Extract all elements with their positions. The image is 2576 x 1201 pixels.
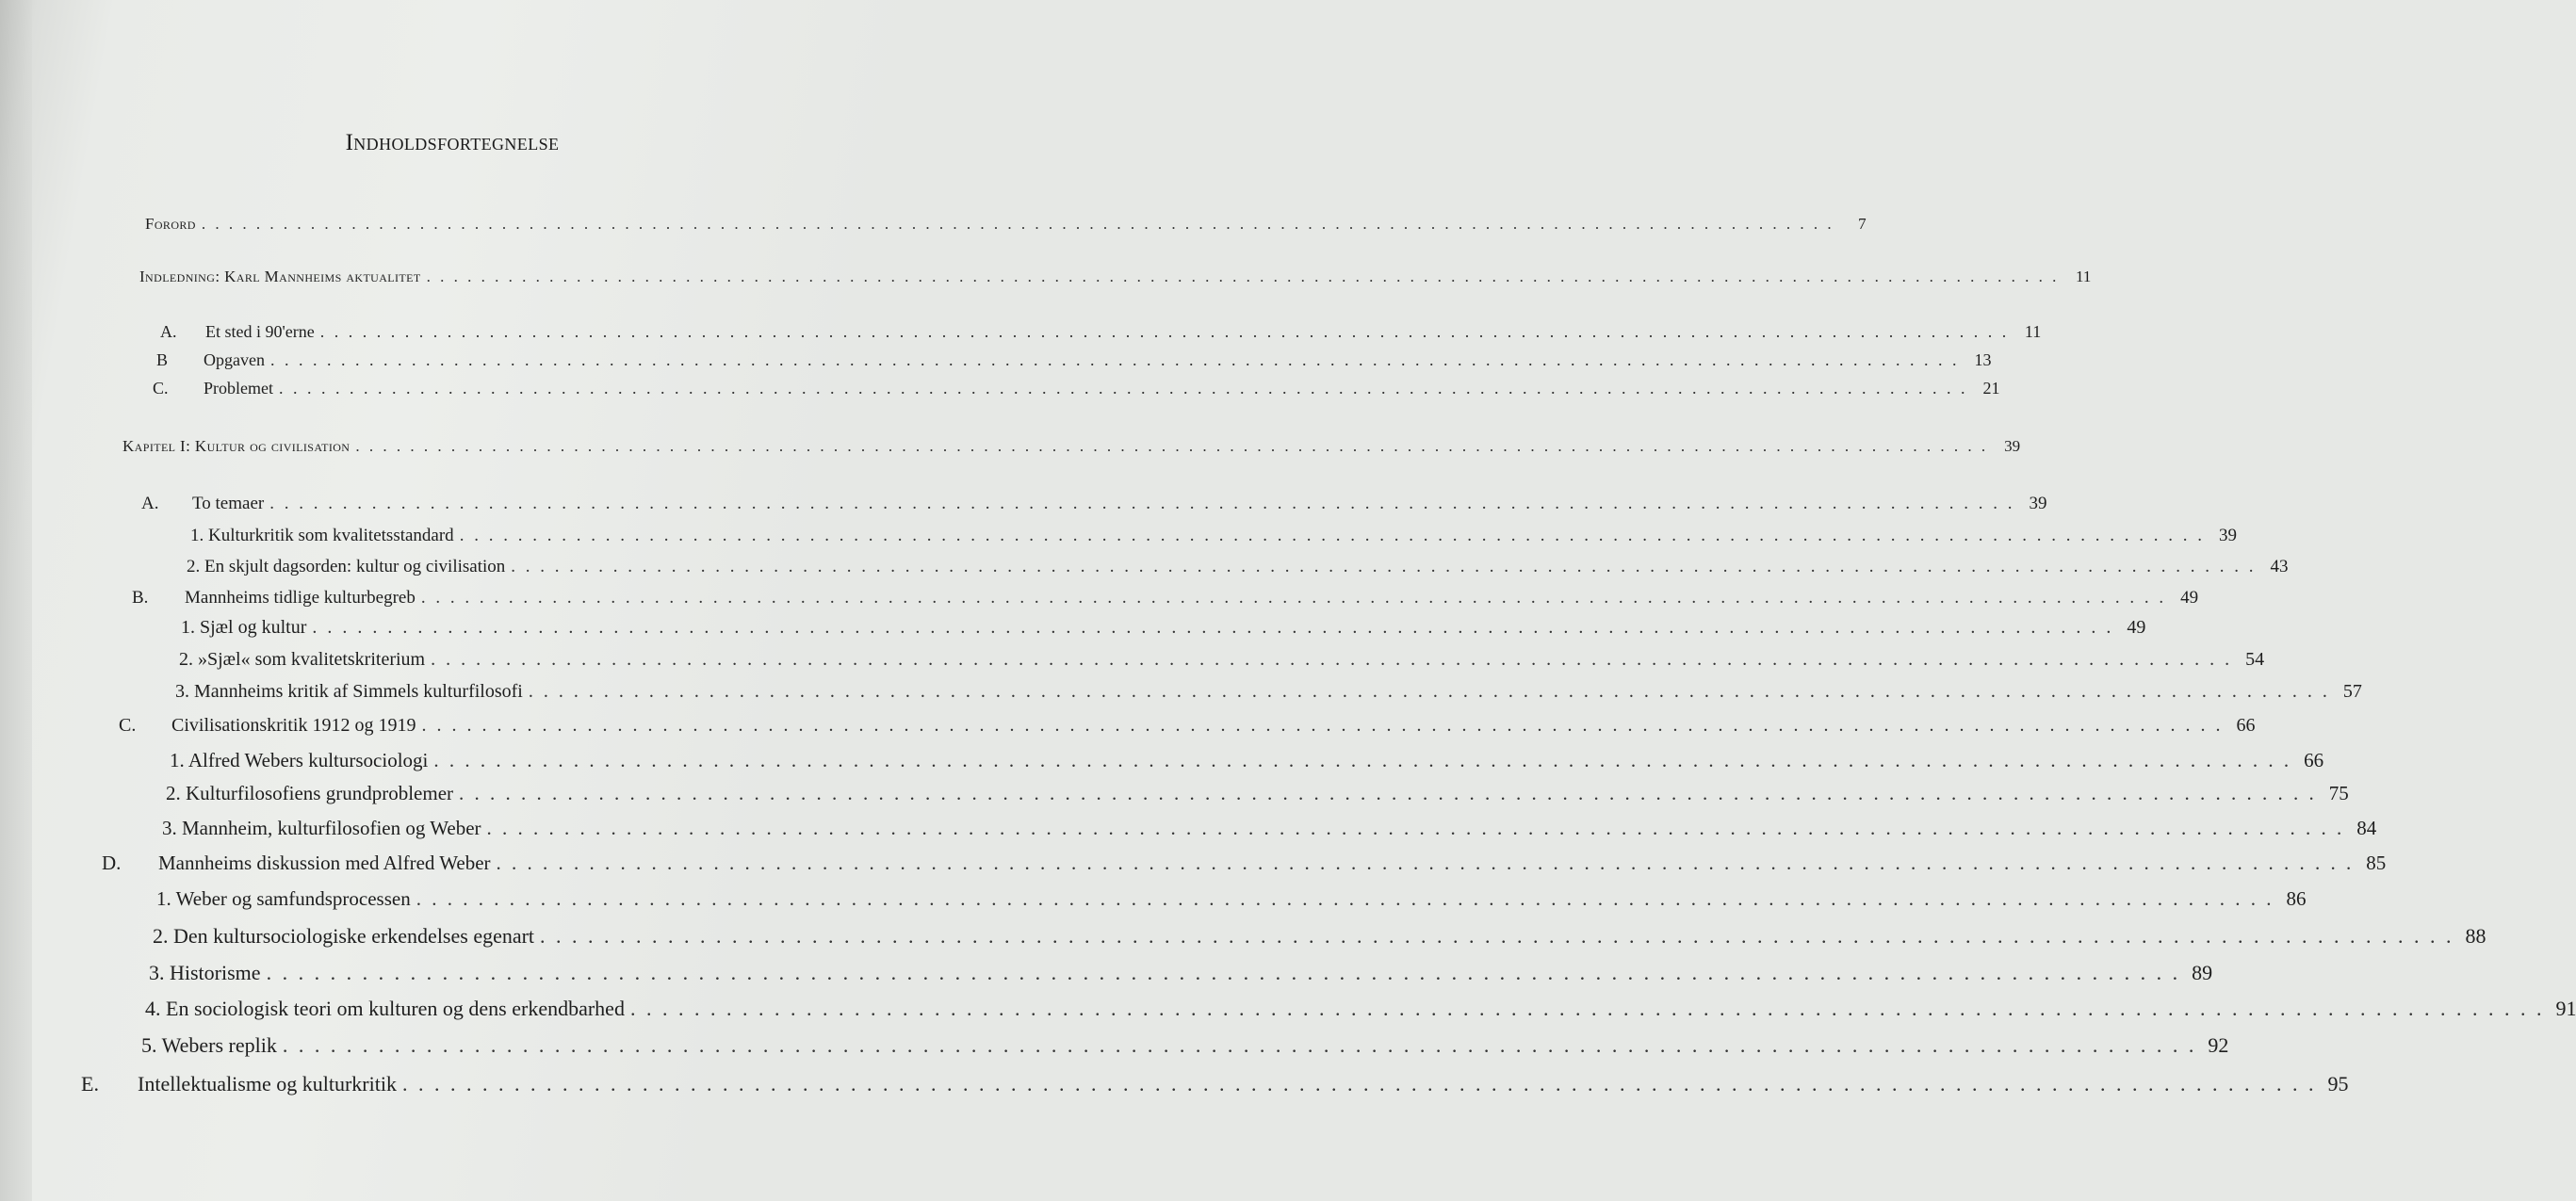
dot-leader: . . . . . . . . . . . . . . . . . . . . . . . . . . . . . . . . . . . . . . . . . . . . . . . . . . . . . . . . . . . . . . . . . . . . . . . . . . . . . . . . . . . . . . . . . . . . . . . . . . . . . . . . . . . . . . . . . . . . . . . .: [629, 997, 2545, 1020]
toc-page-number: 39: [2004, 437, 2021, 455]
dot-leader: . . . . . . . . . . . . . . . . . . . . . . . . . . . . . . . . . . . . . . . . . . . . . . . . . . . . . . . . . . . . . . . . . . . . . . . . . . . . . . . . . . . . . . . . . . . . . . . . . . . . . . . . . . . . . . . . . . . . . . . .: [511, 557, 2257, 576]
toc-page-number: 13: [1974, 350, 1992, 369]
toc-entry-title: 2. »Sjæl« som kvalitetskriterium: [179, 649, 426, 670]
toc-page-number: 86: [2286, 887, 2307, 910]
toc-page-number: 54: [2245, 649, 2265, 670]
toc-entry-title: 1. Alfred Webers kultursociologi: [170, 749, 429, 771]
toc-entry-label: [175, 681, 523, 703]
toc-entry: [141, 1033, 2229, 1058]
toc-entry-title: 2. En skjult dagsorden: kultur og civilisation: [187, 557, 506, 576]
dot-leader: . . . . . . . . . . . . . . . . . . . . . . . . . . . . . . . . . . . . . . . . . . . . . . . . . . . . . . . . . . . . . . . . . . . . . . . . . . . . . . . . . . . . . . . . . . . . . . . . . . . . . . . . . . . . . . . . . . . . . . . .: [279, 379, 1968, 398]
toc-entry-label: [170, 749, 428, 772]
toc-section-letter: E.: [81, 1072, 99, 1096]
dot-leader: . . . . . . . . . . . . . . . . . . . . . . . . . . . . . . . . . . . . . . . . . . . . . . . . . . . . . . . . . . . . . . . . . . . . . . . . . . . . . . . . . . . . . . . . . . . . . . . . . . . . . . . . . . . . . . . . . . . . . . . .: [540, 924, 2454, 948]
toc-entry-label: [156, 887, 411, 911]
toc-entry: [156, 887, 2307, 911]
toc-entry-title: To temaer: [192, 494, 265, 513]
toc-entry-title: Et sted i 90'erne: [205, 322, 315, 341]
toc-entry-title: Kapitel I: Kultur og civilisation: [122, 437, 351, 455]
toc-entry-title: Civilisationskritik 1912 og 1919: [171, 715, 416, 736]
toc-page-number: 91: [2555, 997, 2576, 1020]
toc-entry-title: 3. Historisme: [149, 961, 261, 984]
dot-leader: . . . . . . . . . . . . . . . . . . . . . . . . . . . . . . . . . . . . . . . . . . . . . . . . . . . . . . . . . . . . . . . . . . . . . . . . . . . . . . . . . . . . . . . . . . . . . . . . . . . . . . . . . . . . . . . . . . . . . . . .: [201, 215, 1834, 233]
dot-leader: . . . . . . . . . . . . . . . . . . . . . . . . . . . . . . . . . . . . . . . . . . . . . . . . . . . . . . . . . . . . . . . . . . . . . . . . . . . . . . . . . . . . . . . . . . . . . . . . . . . . . . . . . . . . . . . . . . . . . . . .: [269, 350, 1960, 369]
toc-entry: [181, 617, 2146, 639]
toc-page-number: 89: [2192, 961, 2213, 984]
dot-leader: . . . . . . . . . . . . . . . . . . . . . . . . . . . . . . . . . . . . . . . . . . . . . . . . . . . . . . . . . . . . . . . . . . . . . . . . . . . . . . . . . . . . . . . . . . . . . . . . . . . . . . . . . . . . . . . . . . . . . . . .: [459, 526, 2205, 545]
toc-entry: [149, 961, 2213, 985]
toc-entry-label: [141, 494, 264, 514]
toc-entry: [170, 749, 2324, 772]
toc-section-letter: D.: [102, 852, 122, 874]
toc-entry-label: [145, 997, 625, 1021]
page-edge-shadow: [0, 0, 32, 1201]
toc-entry: [81, 1072, 2349, 1096]
toc-entry: [145, 997, 2576, 1021]
toc-page-number: 75: [2328, 782, 2349, 804]
dot-leader: . . . . . . . . . . . . . . . . . . . . . . . . . . . . . . . . . . . . . . . . . . . . . . . . . . . . . . . . . . . . . . . . . . . . . . . . . . . . . . . . . . . . . . . . . . . . . . . . . . . . . . . . . . . . . . . . . . . . . . . .: [431, 649, 2233, 670]
toc-entry-label: [102, 852, 491, 875]
dot-leader: . . . . . . . . . . . . . . . . . . . . . . . . . . . . . . . . . . . . . . . . . . . . . . . . . . . . . . . . . . . . . . . . . . . . . . . . . . . . . . . . . . . . . . . . . . . . . . . . . . . . . . . . . . . . . . . . . . . . . . . .: [486, 817, 2345, 839]
toc-entry-title: 3. Mannheim, kulturfilosofien og Weber: [162, 817, 481, 839]
toc-entry-label: [122, 437, 350, 456]
dot-leader: . . . . . . . . . . . . . . . . . . . . . . . . . . . . . . . . . . . . . . . . . . . . . . . . . . . . . . . . . . . . . . . . . . . . . . . . . . . . . . . . . . . . . . . . . . . . . . . . . . . . . . . . . . . . . . . . . . . . . . . .: [433, 749, 2292, 771]
toc-entry-title: 3. Mannheims kritik af Simmels kulturfilosofi: [175, 681, 523, 702]
dot-leader: . . . . . . . . . . . . . . . . . . . . . . . . . . . . . . . . . . . . . . . . . . . . . . . . . . . . . . . . . . . . . . . . . . . . . . . . . . . . . . . . . . . . . . . . . . . . . . . . . . . . . . . . . . . . . . . . . . . . . . . .: [355, 437, 1989, 455]
dot-leader: . . . . . . . . . . . . . . . . . . . . . . . . . . . . . . . . . . . . . . . . . . . . . . . . . . . . . . . . . . . . . . . . . . . . . . . . . . . . . . . . . . . . . . . . . . . . . . . . . . . . . . . . . . . . . . . . . . . . . . . .: [319, 322, 2010, 341]
toc-section-letter: A.: [160, 322, 177, 341]
toc-page-number: 49: [2127, 617, 2146, 638]
toc-page-number: 84: [2356, 817, 2377, 839]
page-title: Indholdsfortegnelse: [345, 130, 560, 155]
toc-entry: [162, 817, 2377, 840]
toc-page-number: 11: [2076, 268, 2092, 285]
toc-entry: [187, 557, 2289, 577]
toc-entry-title: Mannheims diskussion med Alfred Weber: [158, 852, 491, 874]
toc-page-number: 66: [2236, 715, 2256, 736]
toc-entry: [132, 588, 2199, 609]
toc-entry: [119, 715, 2256, 737]
toc-section-letter: C.: [153, 379, 169, 398]
dot-leader: . . . . . . . . . . . . . . . . . . . . . . . . . . . . . . . . . . . . . . . . . . . . . . . . . . . . . . . . . . . . . . . . . . . . . . . . . . . . . . . . . . . . . . . . . . . . . . . . . . . . . . . . . . . . . . . . . . . . . . . .: [496, 852, 2355, 874]
toc-entry-label: [166, 782, 453, 805]
toc-page-number: 85: [2366, 852, 2387, 874]
toc-entry-title: Problemet: [204, 379, 273, 398]
toc-entry-title: 2. Den kultursociologiske erkendelses egenart: [153, 924, 535, 948]
toc-entry-label: [190, 526, 454, 546]
dot-leader: . . . . . . . . . . . . . . . . . . . . . . . . . . . . . . . . . . . . . . . . . . . . . . . . . . . . . . . . . . . . . . . . . . . . . . . . . . . . . . . . . . . . . . . . . . . . . . . . . . . . . . . . . . . . . . . . . . . . . . . .: [426, 268, 2060, 285]
toc-entry: [175, 681, 2362, 703]
dot-leader: . . . . . . . . . . . . . . . . . . . . . . . . . . . . . . . . . . . . . . . . . . . . . . . . . . . . . . . . . . . . . . . . . . . . . . . . . . . . . . . . . . . . . . . . . . . . . . . . . . . . . . . . . . . . . . . . . . . . . . . .: [266, 961, 2181, 984]
toc-entry: [122, 437, 2021, 456]
dot-leader: . . . . . . . . . . . . . . . . . . . . . . . . . . . . . . . . . . . . . . . . . . . . . . . . . . . . . . . . . . . . . . . . . . . . . . . . . . . . . . . . . . . . . . . . . . . . . . . . . . . . . . . . . . . . . . . . . . . . . . . .: [401, 1072, 2317, 1096]
dot-leader: . . . . . . . . . . . . . . . . . . . . . . . . . . . . . . . . . . . . . . . . . . . . . . . . . . . . . . . . . . . . . . . . . . . . . . . . . . . . . . . . . . . . . . . . . . . . . . . . . . . . . . . . . . . . . . . . . . . . . . . .: [269, 494, 2015, 513]
toc-page-number: 39: [2029, 494, 2047, 513]
toc-entry-label: [162, 817, 481, 840]
toc-entry: [153, 379, 2000, 398]
toc-page-number: 43: [2270, 557, 2289, 576]
toc-entry: [160, 322, 2042, 342]
toc-entry-label: [119, 715, 416, 737]
toc-entry-title: 5. Webers replik: [141, 1033, 277, 1057]
dot-leader: . . . . . . . . . . . . . . . . . . . . . . . . . . . . . . . . . . . . . . . . . . . . . . . . . . . . . . . . . . . . . . . . . . . . . . . . . . . . . . . . . . . . . . . . . . . . . . . . . . . . . . . . . . . . . . . . . . . . . . . .: [420, 588, 2167, 608]
toc-entry-title: 4. En sociologisk teori om kulturen og dens erkendbarhed: [145, 997, 625, 1020]
toc-entry-title: 1. Kulturkritik som kvalitetsstandard: [190, 526, 454, 545]
toc-entry-label: [141, 1033, 277, 1058]
toc-page-number: 95: [2327, 1072, 2349, 1096]
dot-leader: . . . . . . . . . . . . . . . . . . . . . . . . . . . . . . . . . . . . . . . . . . . . . . . . . . . . . . . . . . . . . . . . . . . . . . . . . . . . . . . . . . . . . . . . . . . . . . . . . . . . . . . . . . . . . . . . . . . . . . . .: [528, 681, 2330, 702]
toc-page-number: 49: [2180, 588, 2199, 608]
toc-entry-label: [187, 557, 505, 577]
toc-section-letter: A.: [141, 494, 159, 513]
toc-entry-label: [145, 215, 196, 234]
dot-leader: . . . . . . . . . . . . . . . . . . . . . . . . . . . . . . . . . . . . . . . . . . . . . . . . . . . . . . . . . . . . . . . . . . . . . . . . . . . . . . . . . . . . . . . . . . . . . . . . . . . . . . . . . . . . . . . . . . . . . . . .: [459, 782, 2317, 804]
toc-section-letter: C.: [119, 715, 137, 736]
toc-entry-label: [132, 588, 416, 609]
toc-entry: [145, 215, 1867, 234]
toc-entry: [141, 494, 2047, 514]
toc-entry-label: [139, 268, 421, 286]
toc-entry-label: [160, 322, 315, 342]
dot-leader: . . . . . . . . . . . . . . . . . . . . . . . . . . . . . . . . . . . . . . . . . . . . . . . . . . . . . . . . . . . . . . . . . . . . . . . . . . . . . . . . . . . . . . . . . . . . . . . . . . . . . . . . . . . . . . . . . . . . . . . .: [416, 887, 2274, 910]
toc-page-number: 39: [2218, 526, 2237, 545]
toc-entry: [179, 649, 2265, 671]
toc-page-number: 88: [2465, 924, 2486, 948]
dot-leader: . . . . . . . . . . . . . . . . . . . . . . . . . . . . . . . . . . . . . . . . . . . . . . . . . . . . . . . . . . . . . . . . . . . . . . . . . . . . . . . . . . . . . . . . . . . . . . . . . . . . . . . . . . . . . . . . . . . . . . . .: [282, 1033, 2197, 1057]
toc-entry-title: Intellektualisme og kulturkritik: [138, 1072, 397, 1096]
toc-entry-title: Mannheims tidlige kulturbegreb: [185, 588, 416, 608]
toc-entry-label: [181, 617, 306, 639]
toc-entry: [190, 526, 2237, 546]
toc-entry: [102, 852, 2387, 875]
toc-entry-title: Forord: [145, 215, 196, 233]
toc-entry-title: 2. Kulturfilosofiens grundproblemer: [166, 782, 454, 804]
toc-entry: [156, 350, 1992, 370]
toc-page-number: 92: [2208, 1033, 2229, 1057]
toc-entry: [153, 924, 2486, 949]
toc-entry-label: [81, 1072, 397, 1096]
toc-entry: [166, 782, 2349, 805]
toc-entry-title: 1. Sjæl og kultur: [181, 617, 307, 638]
toc-entry-label: [149, 961, 261, 985]
toc-entry-label: [156, 350, 265, 370]
dot-leader: . . . . . . . . . . . . . . . . . . . . . . . . . . . . . . . . . . . . . . . . . . . . . . . . . . . . . . . . . . . . . . . . . . . . . . . . . . . . . . . . . . . . . . . . . . . . . . . . . . . . . . . . . . . . . . . . . . . . . . . .: [312, 617, 2114, 638]
toc-page-number: 21: [1982, 379, 2000, 398]
toc-entry-title: 1. Weber og samfundsprocessen: [156, 887, 411, 910]
toc-entry: [139, 268, 2092, 286]
toc-entry-label: [153, 924, 534, 949]
toc-entry-title: Indledning: Karl Mannheims aktualitet: [139, 268, 421, 285]
dot-leader: . . . . . . . . . . . . . . . . . . . . . . . . . . . . . . . . . . . . . . . . . . . . . . . . . . . . . . . . . . . . . . . . . . . . . . . . . . . . . . . . . . . . . . . . . . . . . . . . . . . . . . . . . . . . . . . . . . . . . . . .: [421, 715, 2224, 736]
toc-page-number: 11: [2024, 322, 2042, 341]
toc-section-letter: B.: [132, 588, 149, 608]
toc-page-number: 66: [2304, 749, 2324, 771]
toc-page-number: 57: [2342, 681, 2362, 702]
toc-section-letter: B: [156, 350, 169, 369]
toc-entry-title: Opgaven: [204, 350, 265, 369]
toc-page-number: 7: [1858, 215, 1867, 233]
toc-entry-label: [179, 649, 425, 671]
toc-entry-label: [153, 379, 273, 398]
